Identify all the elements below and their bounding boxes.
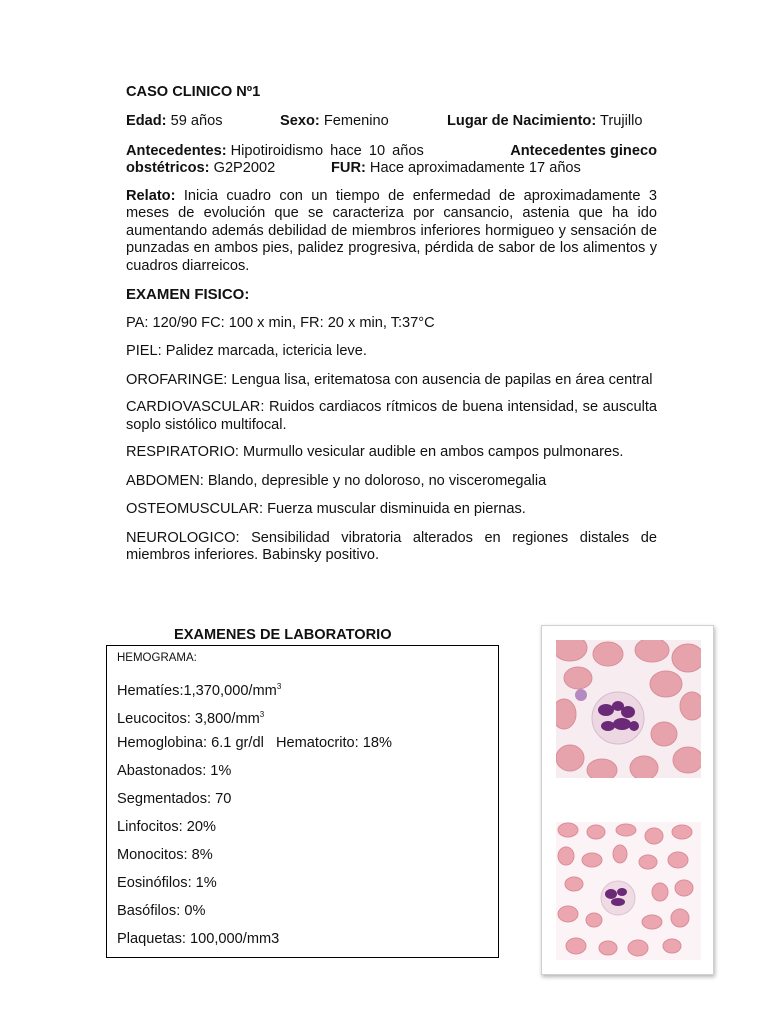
exam-vitals: PA: 120/90 FC: 100 x min, FR: 20 x min, T:37°C <box>126 314 435 331</box>
antecedentes-block <box>126 143 657 178</box>
leucocitos-text: Leucocitos: 3,800/mm <box>117 710 260 727</box>
hematies-text: Hematíes:1,370,000/mm <box>117 682 277 699</box>
antecedentes-field <box>126 143 424 161</box>
exam-respiratorio: RESPIRATORIO: Murmullo vesicular audible en ambos campos pulmonares. <box>126 444 624 460</box>
lab-eosinofilos: Eosinófilos: 1% <box>117 875 217 891</box>
fur-field <box>331 160 581 178</box>
exam-abdomen: ABDOMEN: Blando, depresible y no doloroso, no visceromegalia <box>126 472 547 489</box>
sexo-field <box>280 113 389 131</box>
relato-label: Relato: <box>126 187 176 204</box>
exam-piel: PIEL: Palidez marcada, ictericia leve. <box>126 343 367 359</box>
lab-abastonados: Abastonados: 1% <box>117 763 232 779</box>
hemograma-label: HEMOGRAMA: <box>117 652 197 664</box>
exam-title: EXAMEN FISICO: <box>126 286 250 303</box>
hypersegmented-neutrophil-image <box>556 640 701 778</box>
lab-leucocitos <box>117 706 392 734</box>
lab-results-box <box>106 645 499 958</box>
antecedentes-value: Hipotiroidismo hace 10 años <box>230 142 424 159</box>
edad-field <box>126 113 223 131</box>
leucocitos-sup: 3 <box>259 710 265 719</box>
case-document <box>126 84 657 575</box>
lab-results-list <box>117 678 392 958</box>
relato-text: Inicia cuadro con un tiempo de enfermedad de aproximadamente 3 meses de evolución que se caracteriza por cansancio, astenia que ha ido aumentando además debilidad de miembros inferiores hormigueo y sensación de punzadas en ambos pies, palidez progresiva, pérdida de sabor de los alimentos y cuadros diarreicos. <box>126 187 657 274</box>
sexo-label: Sexo: <box>280 112 320 129</box>
lugar-value: Trujillo <box>600 112 643 129</box>
lab-monocitos: Monocitos: 8% <box>117 847 213 863</box>
fur-label: FUR: <box>331 160 366 176</box>
case-title: CASO CLINICO Nº1 <box>126 84 261 100</box>
antecedentes-label: Antecedentes: <box>126 142 227 159</box>
relato-paragraph <box>126 188 657 276</box>
fur-value: Hace aproximadamente 17 años <box>369 160 581 176</box>
lab-hematies <box>117 678 392 706</box>
exam-cardiovascular: CARDIOVASCULAR: Ruidos cardiacos rítmicos de buena intensidad, se ausculta soplo sistólico multifocal. <box>126 399 657 433</box>
hematies-sup: 3 <box>276 682 282 691</box>
exam-osteomuscular: OSTEOMUSCULAR: Fuerza muscular disminuida en piernas. <box>126 501 526 517</box>
edad-value: 59 años <box>170 112 223 129</box>
lugar-field <box>447 113 642 131</box>
lab-title: EXAMENES DE LABORATORIO <box>174 627 392 643</box>
gineco-label-line2: obstétricos: <box>126 160 210 176</box>
edad-label: Edad: <box>126 112 167 129</box>
lab-hemoglobina: Hemoglobina: 6.1 gr/dl Hematocrito: 18% <box>117 735 392 751</box>
lugar-label: Lugar de Nacimiento: <box>447 112 597 129</box>
sexo-value: Femenino <box>323 112 389 129</box>
gineco-value: G2P2002 <box>213 160 276 176</box>
lab-linfocitos: Linfocitos: 20% <box>117 819 216 835</box>
gineco-label-line1: Antecedentes gineco <box>510 142 657 159</box>
macro-ovalocytes-neutrophil-image <box>556 822 701 960</box>
exam-neurologico: NEUROLOGICO: Sensibilidad vibratoria alterados en regiones distales de miembros inferiores. Babinsky positivo. <box>126 529 657 563</box>
blood-smear-photo-frame <box>541 625 714 975</box>
lab-plaquetas: Plaquetas: 100,000/mm3 <box>117 931 280 947</box>
exam-orofaringe: OROFARINGE: Lengua lisa, eritematosa con ausencia de papilas en área central <box>126 371 653 388</box>
lab-segmentados: Segmentados: 70 <box>117 791 232 807</box>
gineco-field <box>126 160 275 178</box>
lab-basofilos: Basófilos: 0% <box>117 903 206 919</box>
patient-info-row <box>126 113 657 131</box>
